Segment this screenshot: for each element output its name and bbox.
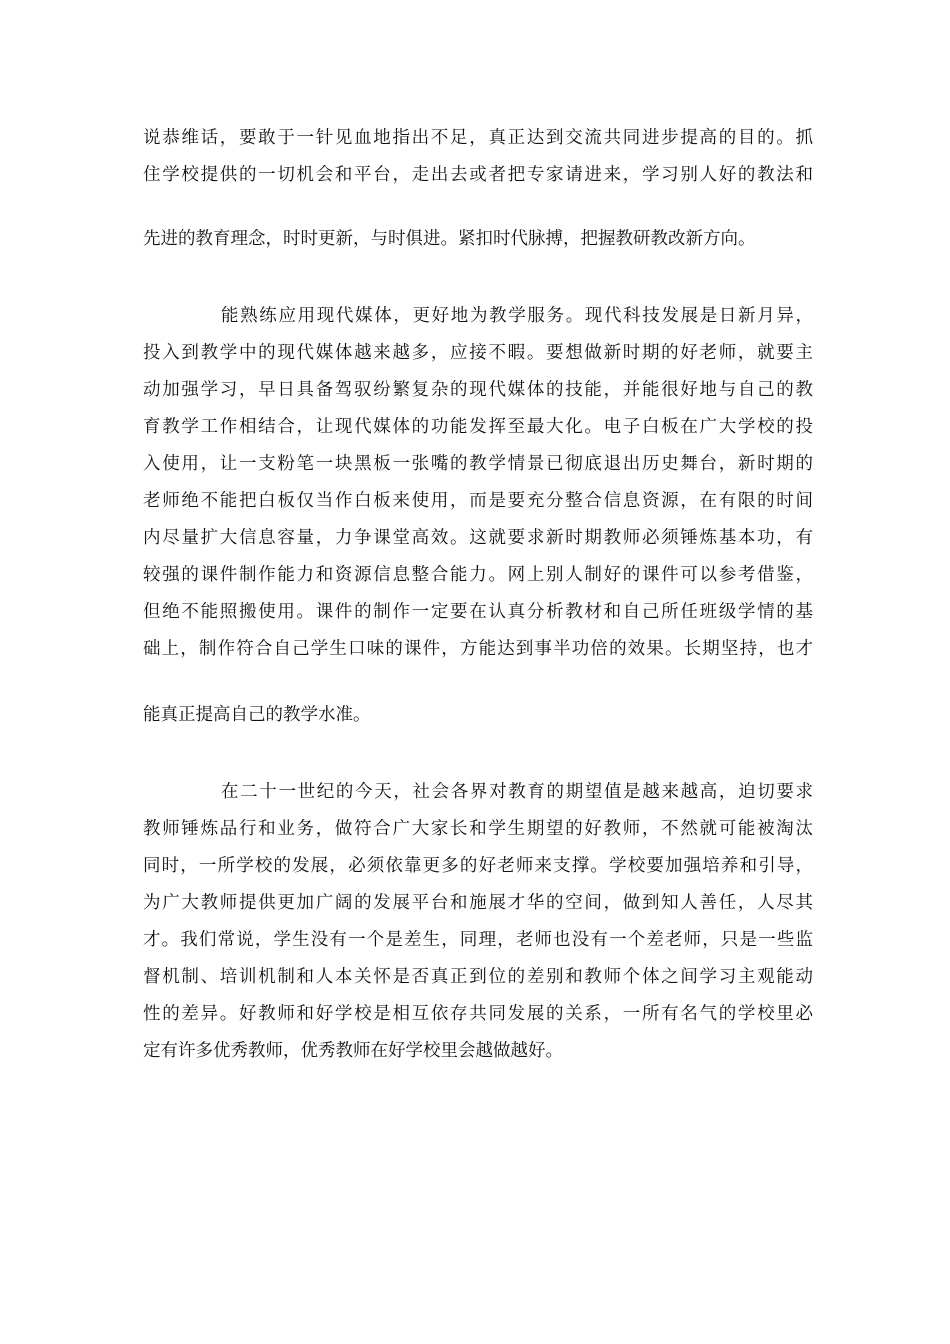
text-line: 老师绝不能把白板仅当作白板来使用，而是要充分整合信息资源，在有限的时间	[143, 491, 813, 511]
text-line: 才。我们常说，学生没有一个是差生，同理，老师也没有一个差老师，只是一些监	[143, 930, 813, 950]
text-line: 说恭维话，要敢于一针见血地指出不足，真正达到交流共同进步提高的目的。抓	[143, 128, 813, 148]
text-line: 定有许多优秀教师，优秀教师在好学校里会越做越好。	[143, 1041, 563, 1061]
text-line: 在二十一世纪的今天，社会各界对教育的期望值是越来越高，迫切要求	[221, 782, 813, 802]
text-line: 育教学工作相结合，让现代媒体的功能发挥至最大化。电子白板在广大学校的投	[143, 417, 813, 437]
text-line: 础上，制作符合自己学生口味的课件，方能达到事半功倍的效果。长期坚持，也才	[143, 639, 813, 659]
text-line: 较强的课件制作能力和资源信息整合能力。网上别人制好的课件可以参考借鉴，	[143, 565, 813, 585]
text-line: 动加强学习，早日具备驾驭纷繁复杂的现代媒体的技能，并能很好地与自己的教	[143, 380, 813, 400]
text-line: 督机制、培训机制和人本关怀是否真正到位的差别和教师个体之间学习主观能动	[143, 967, 813, 987]
text-line: 先进的教育理念，时时更新，与时俱进。紧扣时代脉搏，把握教研教改新方向。	[143, 229, 756, 249]
text-line: 住学校提供的一切机会和平台，走出去或者把专家请进来，学习别人好的教法和	[143, 165, 813, 185]
text-line: 能熟练应用现代媒体，更好地为教学服务。现代科技发展是日新月异，	[221, 306, 813, 326]
text-line: 能真正提高自己的教学水准。	[143, 705, 371, 725]
text-line: 教师锤炼品行和业务，做符合广大家长和学生期望的好教师，不然就可能被淘汰	[143, 819, 813, 839]
text-line: 但绝不能照搬使用。课件的制作一定要在认真分析教材和自己所任班级学情的基	[143, 602, 813, 622]
text-line: 内尽量扩大信息容量，力争课堂高效。这就要求新时期教师必须锤炼基本功，有	[143, 528, 813, 548]
text-line: 为广大教师提供更加广阔的发展平台和施展才华的空间，做到知人善任，人尽其	[143, 893, 813, 913]
text-line: 投入到教学中的现代媒体越来越多，应接不暇。要想做新时期的好老师，就要主	[143, 343, 813, 363]
text-line: 性的差异。好教师和好学校是相互依存共同发展的关系，一所有名气的学校里必	[143, 1004, 813, 1024]
text-line: 同时，一所学校的发展，必须依靠更多的好老师来支撑。学校要加强培养和引导，	[143, 856, 813, 876]
text-line: 入使用，让一支粉笔一块黑板一张嘴的教学情景已彻底退出历史舞台，新时期的	[143, 454, 813, 474]
